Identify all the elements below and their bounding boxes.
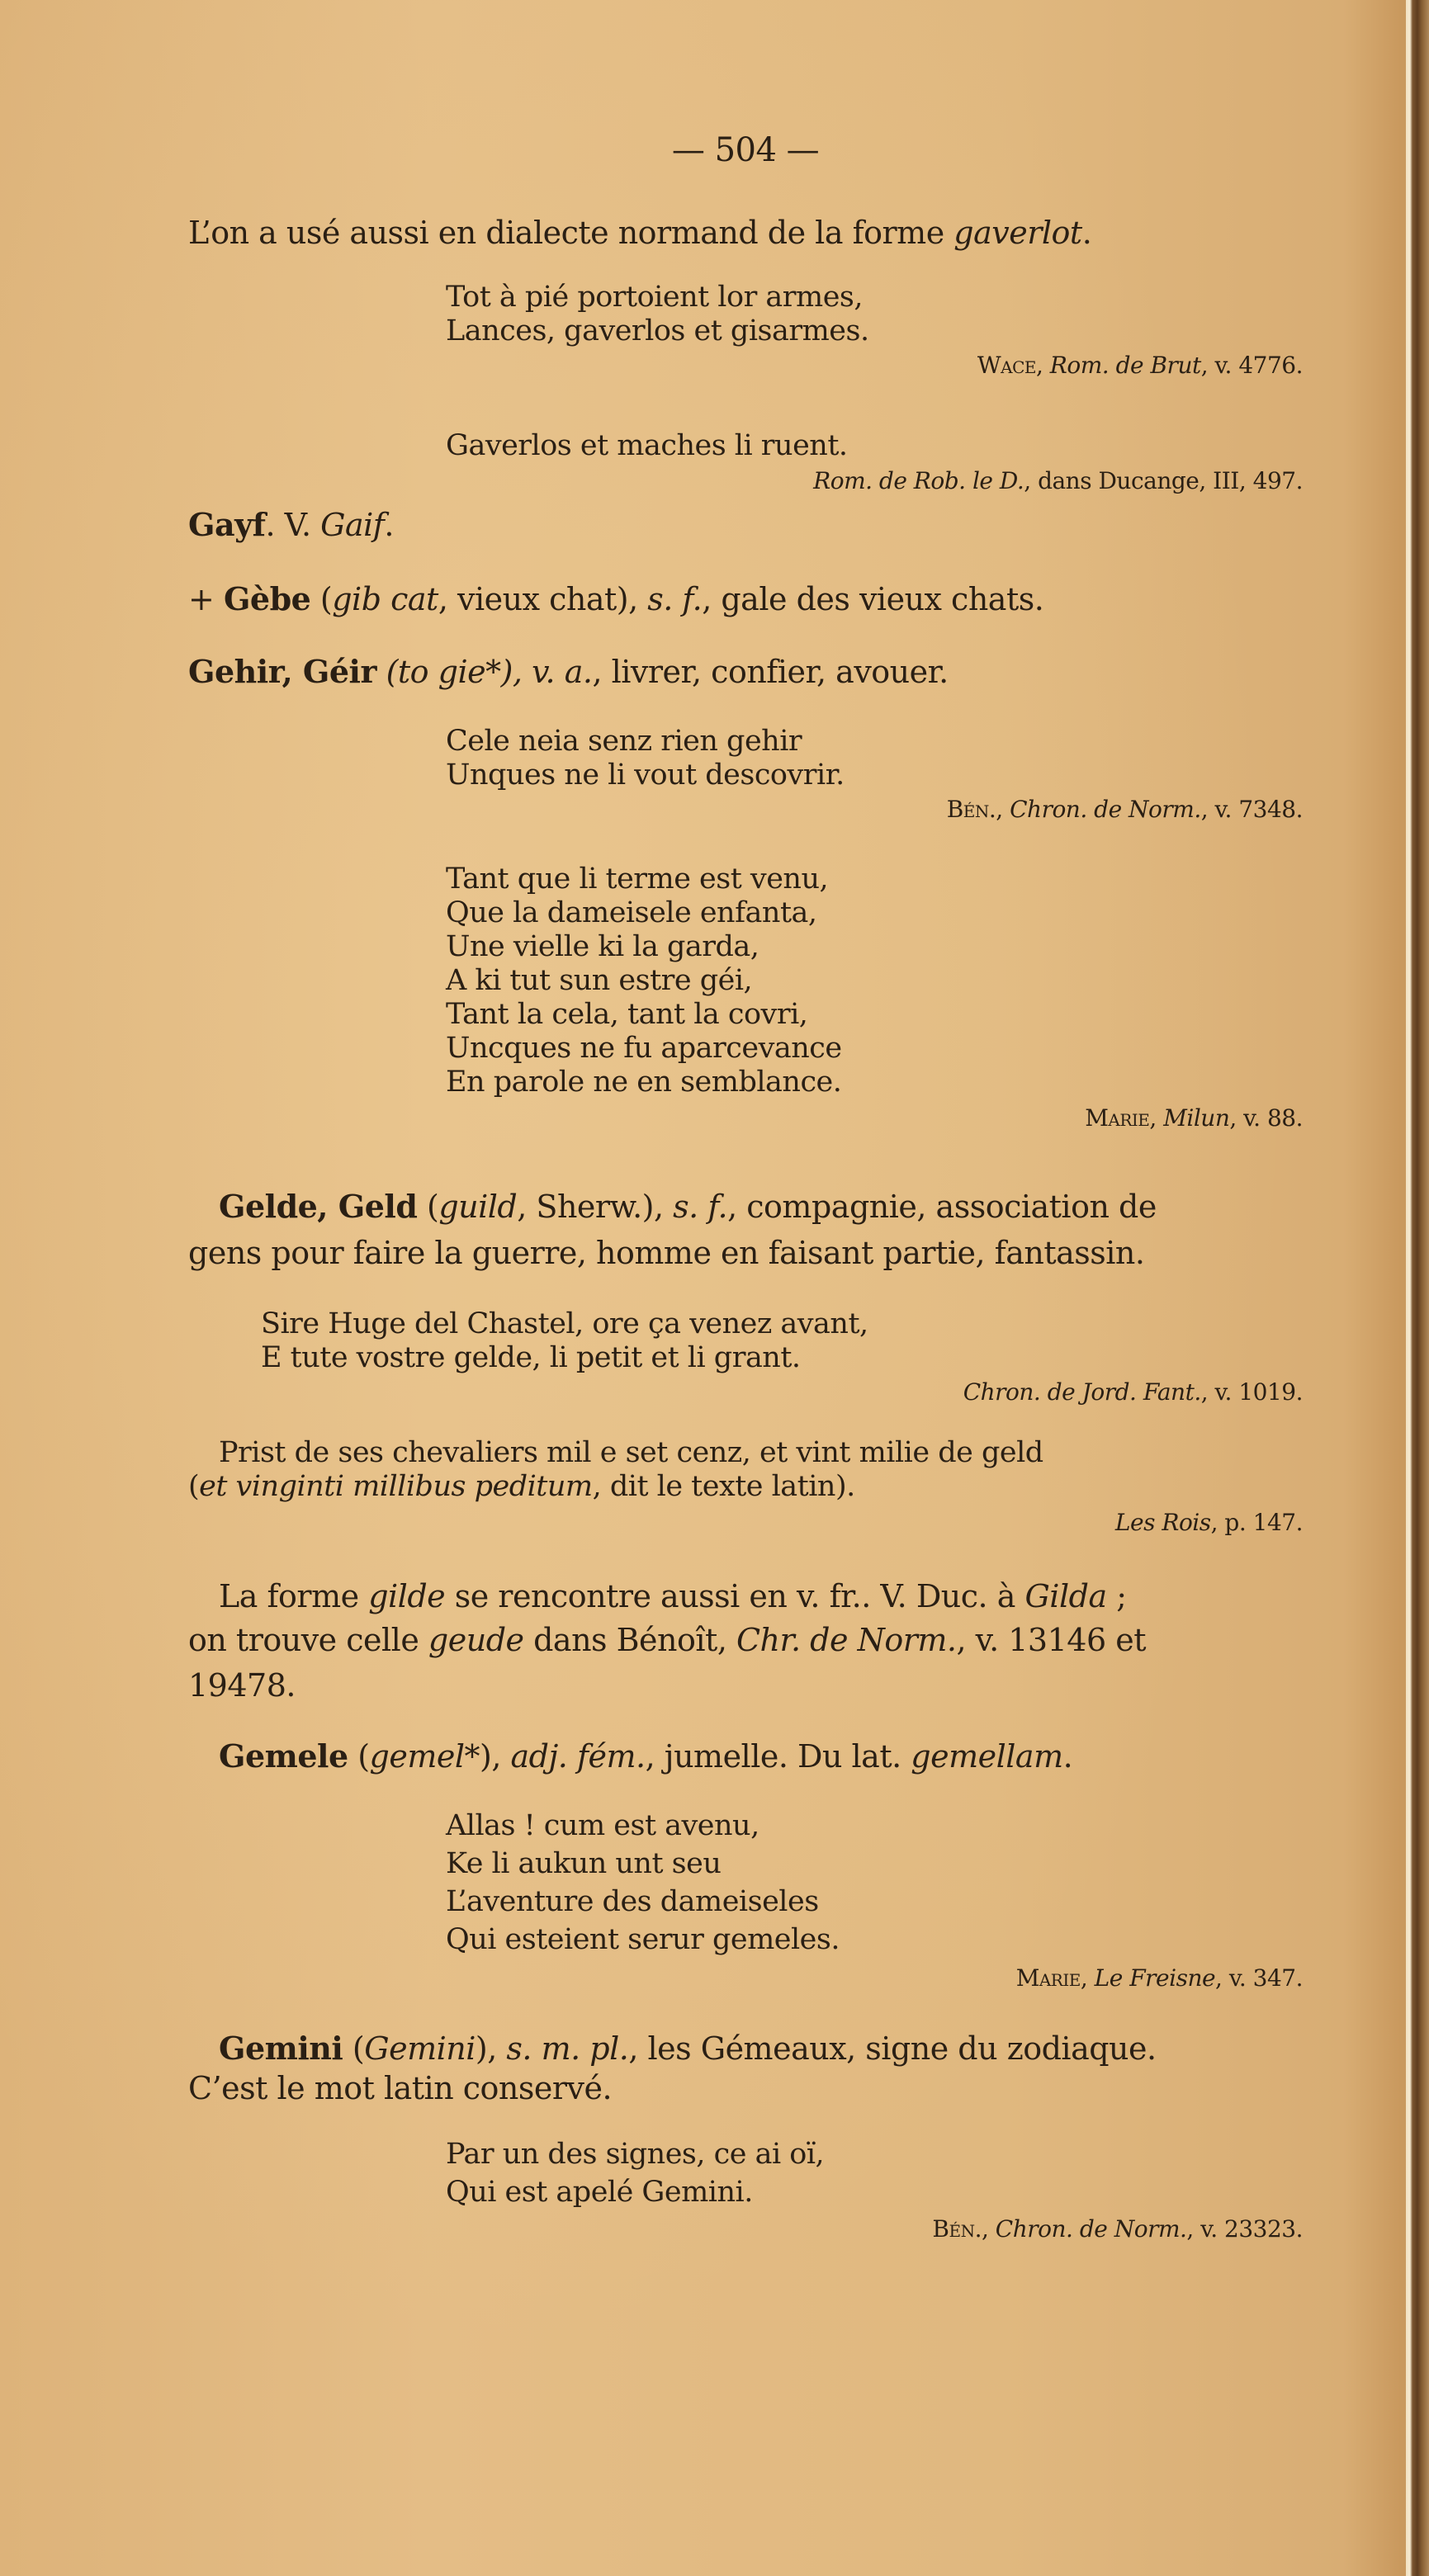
etym-open: ( — [343, 2030, 365, 2067]
verse-line: En parole ne en semblance. — [446, 1066, 842, 1099]
etym-open: ( — [417, 1189, 439, 1225]
part-of-speech: s. m. pl. — [506, 2030, 629, 2067]
verse-line: Unques ne li vout descovrir. — [446, 759, 845, 792]
note-italic: Gilda — [1024, 1578, 1107, 1614]
entry-gemele — [219, 1738, 1072, 1775]
citation-ref: , v. 23323. — [1186, 2215, 1303, 2243]
citation-ref: , p. 147. — [1210, 1509, 1303, 1536]
headword: Gemini — [219, 2030, 343, 2067]
verse-line: Allas ! cum est avenu, — [446, 1809, 759, 1842]
note-text: La forme — [219, 1578, 369, 1614]
verse-line: Uncques ne fu aparcevance — [446, 1032, 842, 1065]
citation — [963, 1378, 1303, 1406]
verse-line: Ke li aukun unt seu — [446, 1847, 722, 1880]
note-text: , v. 13146 et — [956, 1622, 1146, 1658]
note-text: on trouve celle — [188, 1622, 428, 1658]
entry-gayf — [188, 507, 394, 543]
citation-author: Wace — [977, 352, 1036, 379]
part-of-speech: s. f. — [673, 1189, 728, 1225]
citation-ref: , v. 4776. — [1200, 352, 1303, 379]
citation-author: Marie — [1085, 1104, 1150, 1132]
entry-end: . — [384, 507, 394, 543]
citation-work: Chron. de Jord. Fant. — [963, 1378, 1201, 1406]
note-italic: geude — [428, 1622, 524, 1658]
latin-origin: gemellam — [911, 1738, 1063, 1775]
verse-line: L’aventure des dameiseles — [446, 1885, 819, 1918]
see-also: . V. — [265, 507, 321, 543]
etym-close: ), — [480, 1738, 511, 1775]
citation: Marie, Milun, v. 88. — [1085, 1104, 1303, 1132]
citation-work: Rom. de Brut — [1049, 352, 1201, 379]
definition: , gale des vieux chats. — [702, 581, 1044, 617]
citation-work: Rom. de Rob. le D. — [813, 467, 1024, 494]
part-of-speech: adj. fém. — [510, 1738, 646, 1775]
etym-open: ( — [348, 1738, 370, 1775]
verse-line: Tot à pié portoient lor armes, — [446, 281, 864, 314]
citation — [1115, 1509, 1303, 1537]
verse-line: Gaverlos et maches li ruent. — [446, 429, 848, 462]
verse-line: A ki tut sun estre géi, — [446, 964, 753, 997]
citation-ref: , v. 1019. — [1200, 1378, 1303, 1406]
etymology: (to gie*), v. a. — [376, 654, 593, 690]
prose-quote-line — [188, 1470, 855, 1504]
citation-author: Marie — [1015, 1964, 1081, 1992]
cross-mark-icon: + — [188, 581, 215, 617]
citation-work: Chron. de Norm. — [1010, 796, 1201, 823]
headword: Gèbe — [223, 580, 311, 617]
definition: , les Gémeaux, signe du zodiaque. — [628, 2030, 1157, 2067]
definition-continued: C’est le mot latin conservé. — [188, 2070, 613, 2106]
intro-text: L’on a usé aussi en dialecte normand de la forme — [188, 215, 954, 251]
citation — [813, 467, 1303, 495]
verse-line: Par un des signes, ce ai oï, — [446, 2138, 825, 2171]
citation: Bén., Chron. de Norm., v. 23323. — [932, 2215, 1303, 2243]
citation-author: Bén. — [932, 2215, 982, 2243]
etymology: gemel* — [369, 1738, 480, 1775]
citation-ref: , dans Ducange, III, 497. — [1024, 467, 1303, 494]
latin-text: et vinginti millibus peditum — [199, 1470, 593, 1503]
intro-italic-term: gaverlot — [953, 215, 1082, 251]
entry-end: . — [1062, 1738, 1073, 1775]
verse-line: Lances, gaverlos et gisarmes. — [446, 314, 869, 347]
entry-gemini — [219, 2030, 1157, 2067]
verse-line: Tant la cela, tant la covri, — [446, 998, 808, 1031]
citation-ref: , v. 88. — [1229, 1104, 1303, 1132]
headword: Gayf — [188, 506, 266, 543]
cross-reference: Gaif — [320, 507, 385, 543]
page-number: — 504 — — [671, 131, 820, 169]
note-text: ; — [1106, 1578, 1127, 1614]
note-line — [188, 1622, 1146, 1658]
headword: Gemele — [219, 1737, 348, 1775]
citation-work: Les Rois — [1114, 1509, 1211, 1536]
note-text: se rencontre aussi en v. fr.. V. Duc. à — [445, 1578, 1025, 1614]
citation-work: Le Freisne — [1094, 1964, 1216, 1992]
headword: Gehir, Géir — [188, 653, 376, 690]
citation: Marie, Le Freisne, v. 347. — [1015, 1964, 1303, 1992]
headword: Gelde, Geld — [219, 1188, 418, 1225]
verse-line: Une vielle ki la garda, — [446, 930, 759, 963]
entry-gelde — [219, 1189, 1157, 1225]
citation-work: Chron. de Norm. — [995, 2215, 1187, 2243]
definition-continued: gens pour faire la guerre, homme en faisant partie, fantassin. — [188, 1235, 1145, 1271]
verse-line: Cele neia senz rien gehir — [446, 725, 802, 758]
page-edge-binding — [1406, 0, 1429, 2576]
etymology: gib cat — [332, 581, 438, 617]
citation-work: Milun — [1163, 1104, 1230, 1132]
citation-author: Bén. — [946, 796, 996, 823]
note-italic: gilde — [368, 1578, 446, 1614]
etym-open: ( — [310, 581, 333, 617]
prose-quote-line: Prist de ses chevaliers mil e set cenz, et vint milie de geld — [219, 1436, 1043, 1469]
etymology: guild — [438, 1189, 518, 1225]
prose-rest: , dit le texte latin). — [592, 1470, 855, 1503]
etym-rest: , vieux chat), — [438, 581, 648, 617]
definition: , jumelle. Du lat. — [645, 1738, 911, 1775]
verse-line: Sire Huge del Chastel, ore ça venez avant, — [261, 1307, 868, 1340]
verse-line: Qui est apelé Gemini. — [446, 2176, 753, 2209]
definition: , compagnie, association de — [727, 1189, 1157, 1225]
note-line — [219, 1578, 1127, 1614]
entry-gehir — [188, 654, 949, 690]
note-text: dans Bénoît, — [523, 1622, 736, 1658]
paren-open: ( — [188, 1470, 200, 1503]
verse-line: Que la dameisele enfanta, — [446, 896, 817, 929]
verse-line: E tute vostre gelde, li petit et li grant. — [261, 1341, 801, 1374]
etym-close: ), — [475, 2030, 507, 2067]
definition: , livrer, confier, avouer. — [592, 654, 949, 690]
citation: Wace, Rom. de Brut, v. 4776. — [977, 352, 1303, 379]
part-of-speech: s. f. — [647, 581, 703, 617]
note-line: 19478. — [188, 1667, 296, 1704]
intro-paragraph — [188, 215, 1091, 251]
intro-end: . — [1081, 215, 1092, 251]
citation-ref: , v. 347. — [1215, 1964, 1303, 1992]
etym-rest: , Sherw.), — [517, 1189, 674, 1225]
entry-gebe — [188, 581, 1043, 617]
verse-line: Tant que li terme est venu, — [446, 863, 829, 896]
citation-ref: , v. 7348. — [1200, 796, 1303, 823]
note-italic: Chr. de Norm. — [736, 1622, 957, 1658]
citation: Bén., Chron. de Norm., v. 7348. — [946, 796, 1303, 823]
verse-line: Qui esteient serur gemeles. — [446, 1923, 840, 1956]
etymology: Gemini — [364, 2030, 476, 2067]
